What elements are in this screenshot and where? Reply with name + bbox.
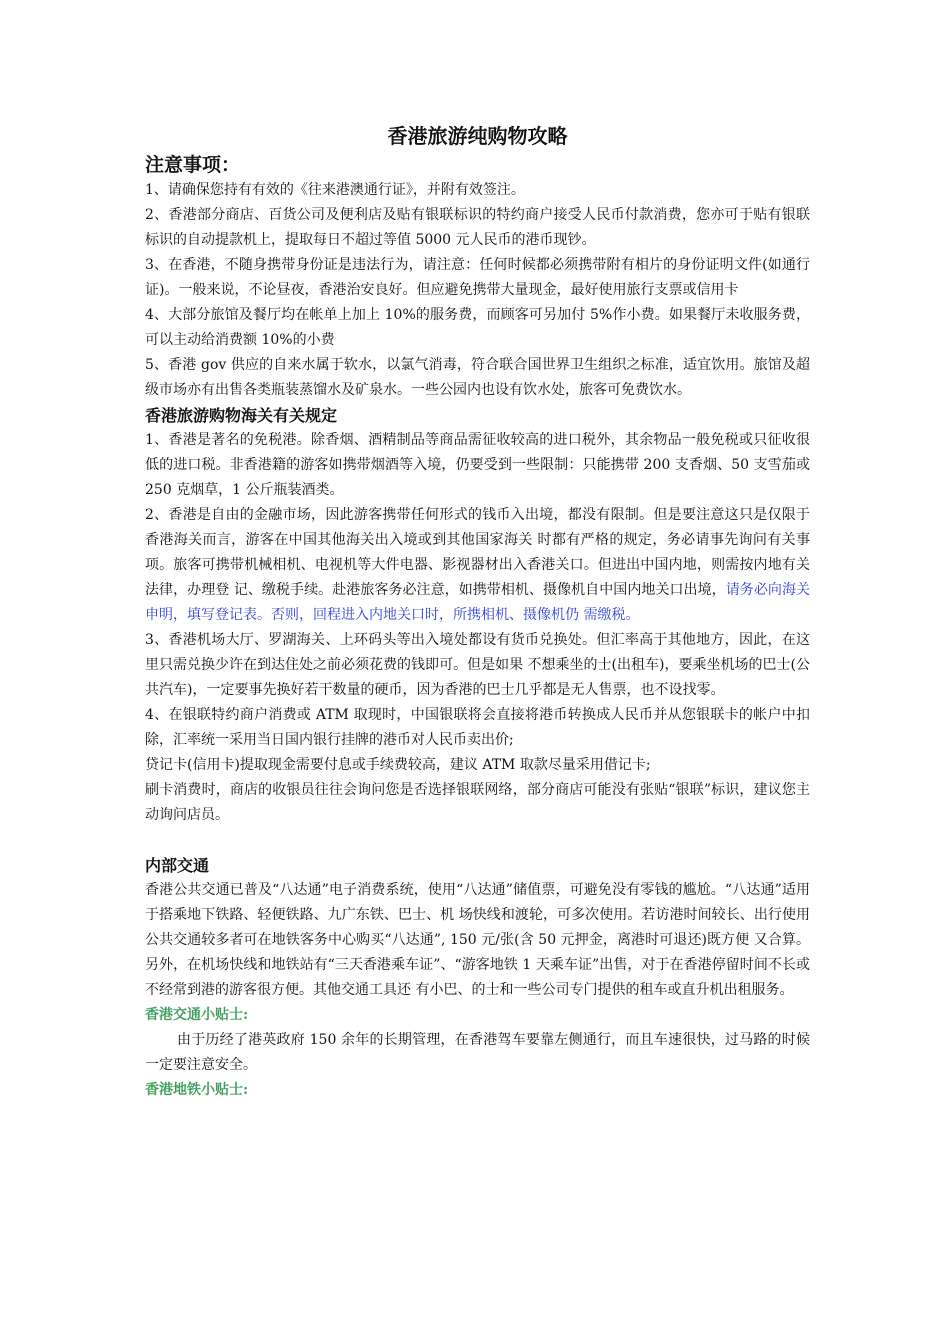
notice-item-2: 2、香港部分商店、百货公司及便利店及贴有银联标识的特约商户接受人民币付款消费，您亦可于贴有银联标识的自动提款机上，提取每日不超过等值 5000 元人民币的港币现钞。 [145,207,810,248]
page-title: 香港旅游纯购物攻略 [387,124,568,148]
section-spacer [145,828,810,853]
traffic-tips-text: 由于历经了港英政府 150 余年的长期管理，在香港驾车要靠左侧通行，而且车速很快，过马路的时候一定要注意安全。 [145,1032,810,1073]
customs-paragraph-3: 3、香港机场大厅、罗湖海关、上环码头等出入境处都设有货币兑换处。但汇率高于其他地方，因此，在这里只需兑换少许在到达住处之前必须花费的钱即可。但是如果 不想乘坐的士(出租车)，要乘坐机场的巴士(公共汽车)，一定要事先换好若干数量的硬币，因为香港的巴士几乎都是无人售票，也不设找零。 [145,632,810,698]
notice-item-3: 3、在香港，不随身携带身份证是违法行为，请注意：任何时候都必须携带附有相片的身份证明文件(如通行证)。一般来说，不论昼夜，香港治安良好。但应避免携带大量现金，最好使用旅行支票或信用卡 [145,257,810,298]
traffic-tips-heading: 香港交通小贴士: [145,1007,249,1023]
notice-heading: 注意事项： [145,154,241,176]
metro-tips-heading: 香港地铁小贴士: [145,1082,249,1098]
notice-item-1: 1、请确保您持有有效的《往来港澳通行证》，并附有效签注。 [145,182,525,198]
customs-paragraph-2-text: 2、香港是自由的金融市场，因此游客携带任何形式的钱币入出境，都没有限制。但是要注意这只是仅限于香港海关而言，游客在中国其他海关出入境或到其他国家海关 时都有严格的规定，务必请事先询问有关事项。旅客可携带机械相机、电视机等大件电器、影视器材出入香港关口。但进出中国内地，则需按内地有关法律，办理登 记、缴税手续。赴港旅客务必注意，如携带相机、摄像机自中国内地关口出境， [145,507,810,598]
customs-highlight-text: 请务必向海关申明，填写登记表。否则，回程进入内地关口时，所携相机、摄像机仍 需缴税。 [145,582,811,623]
customs-paragraph-2 [145,503,810,628]
transport-heading: 内部交通 [145,856,210,875]
customs-paragraph-1: 1、香港是著名的免税港。除香烟、酒精制品等商品需征收较高的进口税外，其余物品一般免税或只征收很低的进口税。非香港籍的游客如携带烟酒等入境，仍要受到一些限制：只能携带 200 支香烟、50 支雪茄或 250 克烟草，1 公斤瓶装酒类。 [145,432,810,498]
customs-paragraph-5: 贷记卡(信用卡)提取现金需要付息或手续费较高，建议 ATM 取款尽量采用借记卡; [145,757,651,773]
transport-paragraph: 香港公共交通已普及“八达通”电子消费系统，使用“八达通”储值票，可避免没有零钱的尴尬。“八达通”适用于搭乘地下铁路、轻便铁路、九广东铁、巴士、机 场快线和渡轮，可多次使用。若访港时间较长、出行使用公共交通较多者可在地铁客务中心购买“八达通”, 150 元/张(含 50 元押金，离港时可退还)既方便 又合算。另外，在机场快线和地铁站有“三天香港乘车证”、“游客地铁 1 天乘车证”出售，对于在香港停留时间不长或不经常到港的游客很方便。其他交通工具还 有小巴、的士和一些公司专门提供的租车或直升机出租服务。 [145,882,810,998]
customs-paragraph-6: 刷卡消费时，商店的收银员往往会询问您是否选择银联网络，部分商店可能没有张贴“银联”标识，建议您主动询问店员。 [145,782,810,823]
notice-item-4: 4、大部分旅馆及餐厅均在帐单上加上 10%的服务费，而顾客可另加付 5%作小费。如果餐厅未收服务费，可以主动给消费额 10%的小费 [145,307,810,348]
document-body [145,122,810,1103]
customs-heading: 香港旅游购物海关有关规定 [145,406,338,425]
notice-item-5: 5、香港 gov 供应的自来水属于软水，以氯气消毒，符合联合国世界卫生组织之标准，适宜饮用。旅馆及超级市场亦有出售各类瓶装蒸馏水及矿泉水。一些公园内也设有饮水处，旅客可免费饮水。 [145,357,810,398]
customs-paragraph-4: 4、在银联特约商户消费或 ATM 取现时，中国银联将会直接将港币转换成人民币并从您银联卡的帐户中扣除，汇率统一采用当日国内银行挂牌的港币对人民币卖出价; [145,707,810,748]
